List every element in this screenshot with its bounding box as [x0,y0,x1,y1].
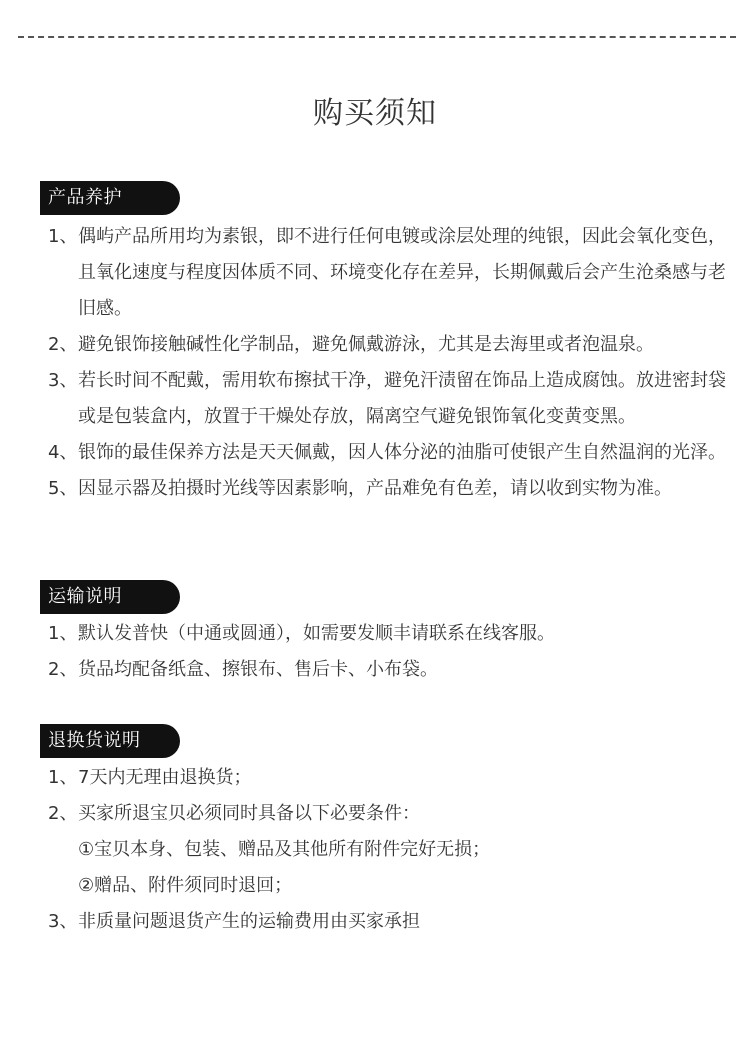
list-item [48,760,728,796]
list-item [48,904,728,940]
item-number: 5、 [48,478,78,499]
section-heading-returns: 退换货说明 [40,724,180,758]
item-number: 1、 [48,767,78,788]
item-number: 1、 [48,226,78,247]
item-number: 2、 [48,803,78,824]
list-item [48,219,728,327]
list-item [48,327,728,363]
item-number: 2、 [48,334,78,355]
section-heading-shipping: 运输说明 [40,580,180,614]
page-title: 购买须知 [313,96,437,131]
item-text: 默认发普快（中通或圆通），如需要发顺丰请联系在线客服。 [78,623,555,644]
list-item [48,435,728,471]
item-text: 因显示器及拍摄时光线等因素影响，产品难免有色差，请以收到实物为准。 [78,478,672,499]
item-number: 1、 [48,623,78,644]
shipping-list [48,616,728,688]
list-item [48,616,728,652]
care-list [48,219,728,507]
list-item [48,363,728,435]
item-number: 2、 [48,659,78,680]
returns-list [48,760,728,940]
item-number: 4、 [48,442,78,463]
item-text: 偶屿产品所用均为素银，即不进行任何电镀或涂层处理的纯银，因此会氧化变色，且氧化速度与程度因体质不同、环境变化存在差异，长期佩戴后会产生沧桑感与老旧感。 [78,226,726,319]
condition-item: ①宝贝本身、包装、赠品及其他所有附件完好无损； [78,839,491,860]
dashed-divider [18,36,736,38]
item-number: 3、 [48,911,78,932]
condition-item: ②赠品、附件须同时退回； [78,875,293,896]
list-item [48,796,728,832]
section-heading-care: 产品养护 [40,181,180,215]
list-item [48,652,728,688]
item-text: 买家所退宝贝必须同时具备以下必要条件： [78,803,420,824]
item-number: 3、 [48,370,78,391]
item-text: 银饰的最佳保养方法是天天佩戴，因人体分泌的油脂可使银产生自然温润的光泽。 [78,442,726,463]
item-text: 7天内无理由退换货； [78,767,252,788]
item-text: 货品均配备纸盒、擦银布、售后卡、小布袋。 [78,659,438,680]
item-text: 若长时间不配戴，需用软布擦拭干净，避免汗渍留在饰品上造成腐蚀。放进密封袋或是包装盒内，放置于干燥处存放，隔离空气避免银饰氧化变黄变黑。 [78,370,726,427]
item-text: 非质量问题退货产生的运输费用由买家承担 [78,911,420,932]
item-text: 避免银饰接触碱性化学制品，避免佩戴游泳，尤其是去海里或者泡温泉。 [78,334,654,355]
list-item [48,471,728,507]
